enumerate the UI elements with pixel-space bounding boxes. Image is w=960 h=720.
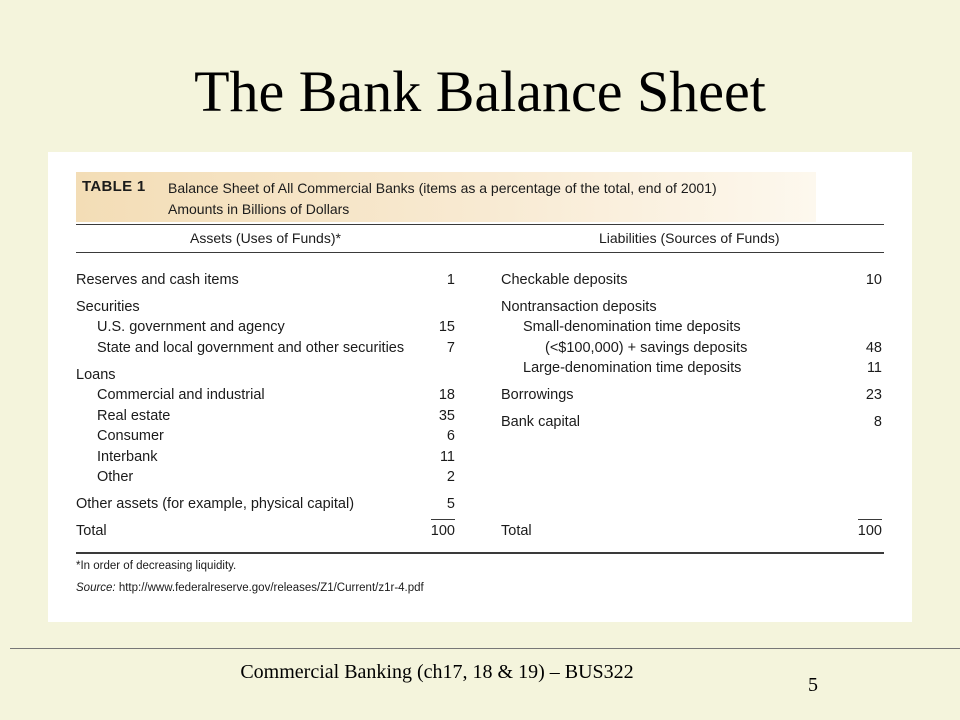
asset-row-label: Consumer	[97, 428, 164, 444]
asset-row-value: 11	[439, 449, 455, 465]
liability-row-value: 10	[865, 272, 882, 288]
asset-row-label: Securities	[76, 299, 140, 315]
asset-row-label: Commercial and industrial	[97, 387, 265, 403]
table-footnote: *In order of decreasing liquidity.	[76, 560, 237, 572]
slide-footer: Commercial Banking (ch17, 18 & 19) – BUS322	[240, 661, 634, 683]
liability-row-value: 48	[865, 340, 882, 356]
asset-row-label: Loans	[76, 367, 116, 383]
liability-row-value: 8	[873, 414, 882, 430]
asset-row-value: 18	[438, 387, 455, 403]
asset-row-label: U.S. government and agency	[97, 319, 285, 335]
liability-row-value: 11	[866, 360, 882, 376]
asset-row-value: 15	[438, 319, 455, 335]
liabilities-total-label: Total	[501, 523, 532, 539]
assets-total-label: Total	[76, 523, 107, 539]
asset-row-value: 35	[438, 408, 455, 424]
liability-row-value: 23	[865, 387, 882, 403]
source-label: Source:	[76, 582, 116, 594]
liability-row-label: Checkable deposits	[501, 272, 628, 288]
liabilities-total-value: 100	[857, 523, 882, 539]
table-header	[76, 172, 816, 222]
asset-row-label: Reserves and cash items	[76, 272, 239, 288]
assets-total-rule	[431, 519, 455, 520]
liabilities-column-header: Liabilities (Sources of Funds)	[599, 230, 780, 246]
asset-row-label: Other	[97, 469, 134, 485]
liability-row-label: Nontransaction deposits	[501, 299, 657, 315]
asset-row-label: State and local government and other securities	[97, 340, 405, 356]
table-label: TABLE 1	[82, 178, 146, 195]
liability-row-label: Large-denomination time deposits	[523, 360, 742, 376]
asset-row-label: Real estate	[97, 408, 171, 424]
asset-row-value: 1	[446, 272, 455, 288]
table-bottom-rule	[76, 552, 884, 554]
column-header-rule	[76, 252, 884, 253]
asset-row-label: Other assets (for example, physical capital)	[76, 496, 355, 512]
liability-row-label: Bank capital	[501, 414, 580, 430]
liability-row-label: Borrowings	[501, 387, 574, 403]
asset-row-value: 7	[446, 340, 455, 356]
balance-sheet-table	[48, 152, 912, 622]
slide-title: The Bank Balance Sheet	[194, 59, 766, 124]
table-source	[76, 582, 424, 594]
asset-row-value: 2	[446, 469, 455, 485]
source-url: http://www.federalreserve.gov/releases/Z1/Current/z1r-4.pdf	[118, 582, 424, 594]
liabilities-total-rule	[858, 519, 882, 520]
asset-row-value: 5	[446, 496, 455, 512]
table-caption-line2: Amounts in Billions of Dollars	[168, 201, 350, 217]
liability-row-label: Small-denomination time deposits	[523, 319, 741, 335]
assets-total-value: 100	[430, 523, 455, 539]
table-caption	[168, 178, 717, 220]
liability-row-label: (<$100,000) + savings deposits	[545, 340, 748, 356]
header-rule	[76, 224, 884, 225]
footer-divider	[10, 648, 960, 649]
assets-column-header: Assets (Uses of Funds)*	[190, 230, 341, 246]
page-number: 5	[808, 674, 818, 696]
asset-row-label: Interbank	[97, 449, 158, 465]
table-caption-line1: Balance Sheet of All Commercial Banks (items as a percentage of the total, end of 2001)	[168, 180, 717, 196]
asset-row-value: 6	[446, 428, 455, 444]
